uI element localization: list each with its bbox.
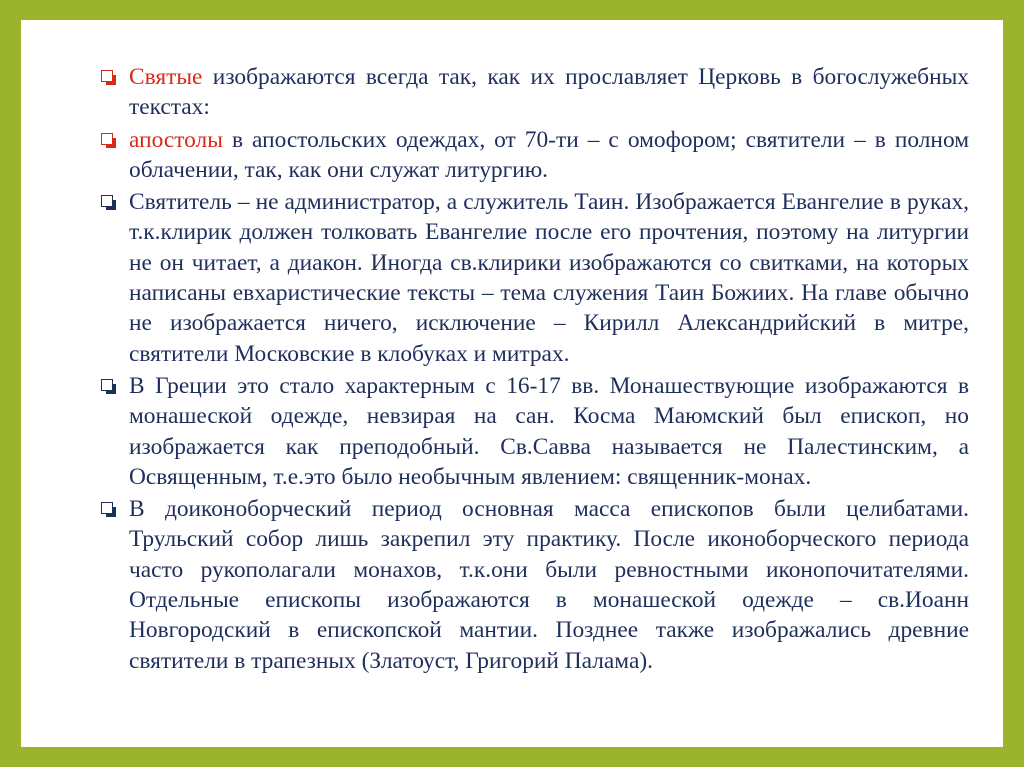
checkbox-square-icon	[101, 133, 113, 145]
list-item	[99, 187, 969, 369]
checkbox-square-icon	[101, 502, 113, 514]
item-text: в апостольских одеждах, от 70-ти – с омофором; святители – в полном облачении, так, как они служат литургию.	[129, 126, 969, 183]
slide-panel	[21, 20, 1003, 747]
item-text: В доиконоборческий период основная масса епископов были целибатами. Трульский собор лишь закрепил эту практику. После иконоборческого периода часто рукополагали монахов, т.к.они были ревностными иконопочитателями. Отдельные епископы изображаются в монашеской одежде – св.Иоанн Новгородский в епископской мантии. Позднее также изображались древние святители в трапезных (Златоуст, Григорий Палама).	[129, 496, 969, 674]
highlighted-term: апостолы	[129, 126, 223, 153]
list-item	[99, 371, 969, 492]
list-item	[99, 125, 969, 186]
list-item	[99, 494, 969, 676]
item-text: изображаются всегда так, как их прославляет Церковь в богослужебных текстах:	[129, 64, 969, 121]
highlighted-term: Святые	[129, 64, 203, 90]
item-text: Святитель – не администратор, а служитель Таин. Изображается Евангелие в руках, т.к.клирик должен толковать Евангелие после его прочтения, поэтому на литургии не он читает, а диакон. Иногда св.клирики изображаются со свитками, на которых написаны евхаристические тексты – тема служения Таин Божиих. На главе обычно не изображается ничего, исключение – Кирилл Александрийский в митре, святители Московские в клобуках и митрах.	[129, 189, 969, 367]
checkbox-square-icon	[101, 70, 113, 82]
item-text: В Греции это стало характерным с 16-17 вв. Монашествующие изображаются в монашеской одежде, невзирая на сан. Косма Маюмский был епископ, но изображается как преподобный. Св.Савва называется не Палестинским, а Освященным, т.е.это было необычным явлением: священник-монах.	[129, 372, 969, 490]
checkbox-square-icon	[101, 195, 113, 207]
list-item	[99, 62, 969, 123]
checkbox-square-icon	[101, 379, 113, 391]
bullet-list	[99, 62, 969, 678]
